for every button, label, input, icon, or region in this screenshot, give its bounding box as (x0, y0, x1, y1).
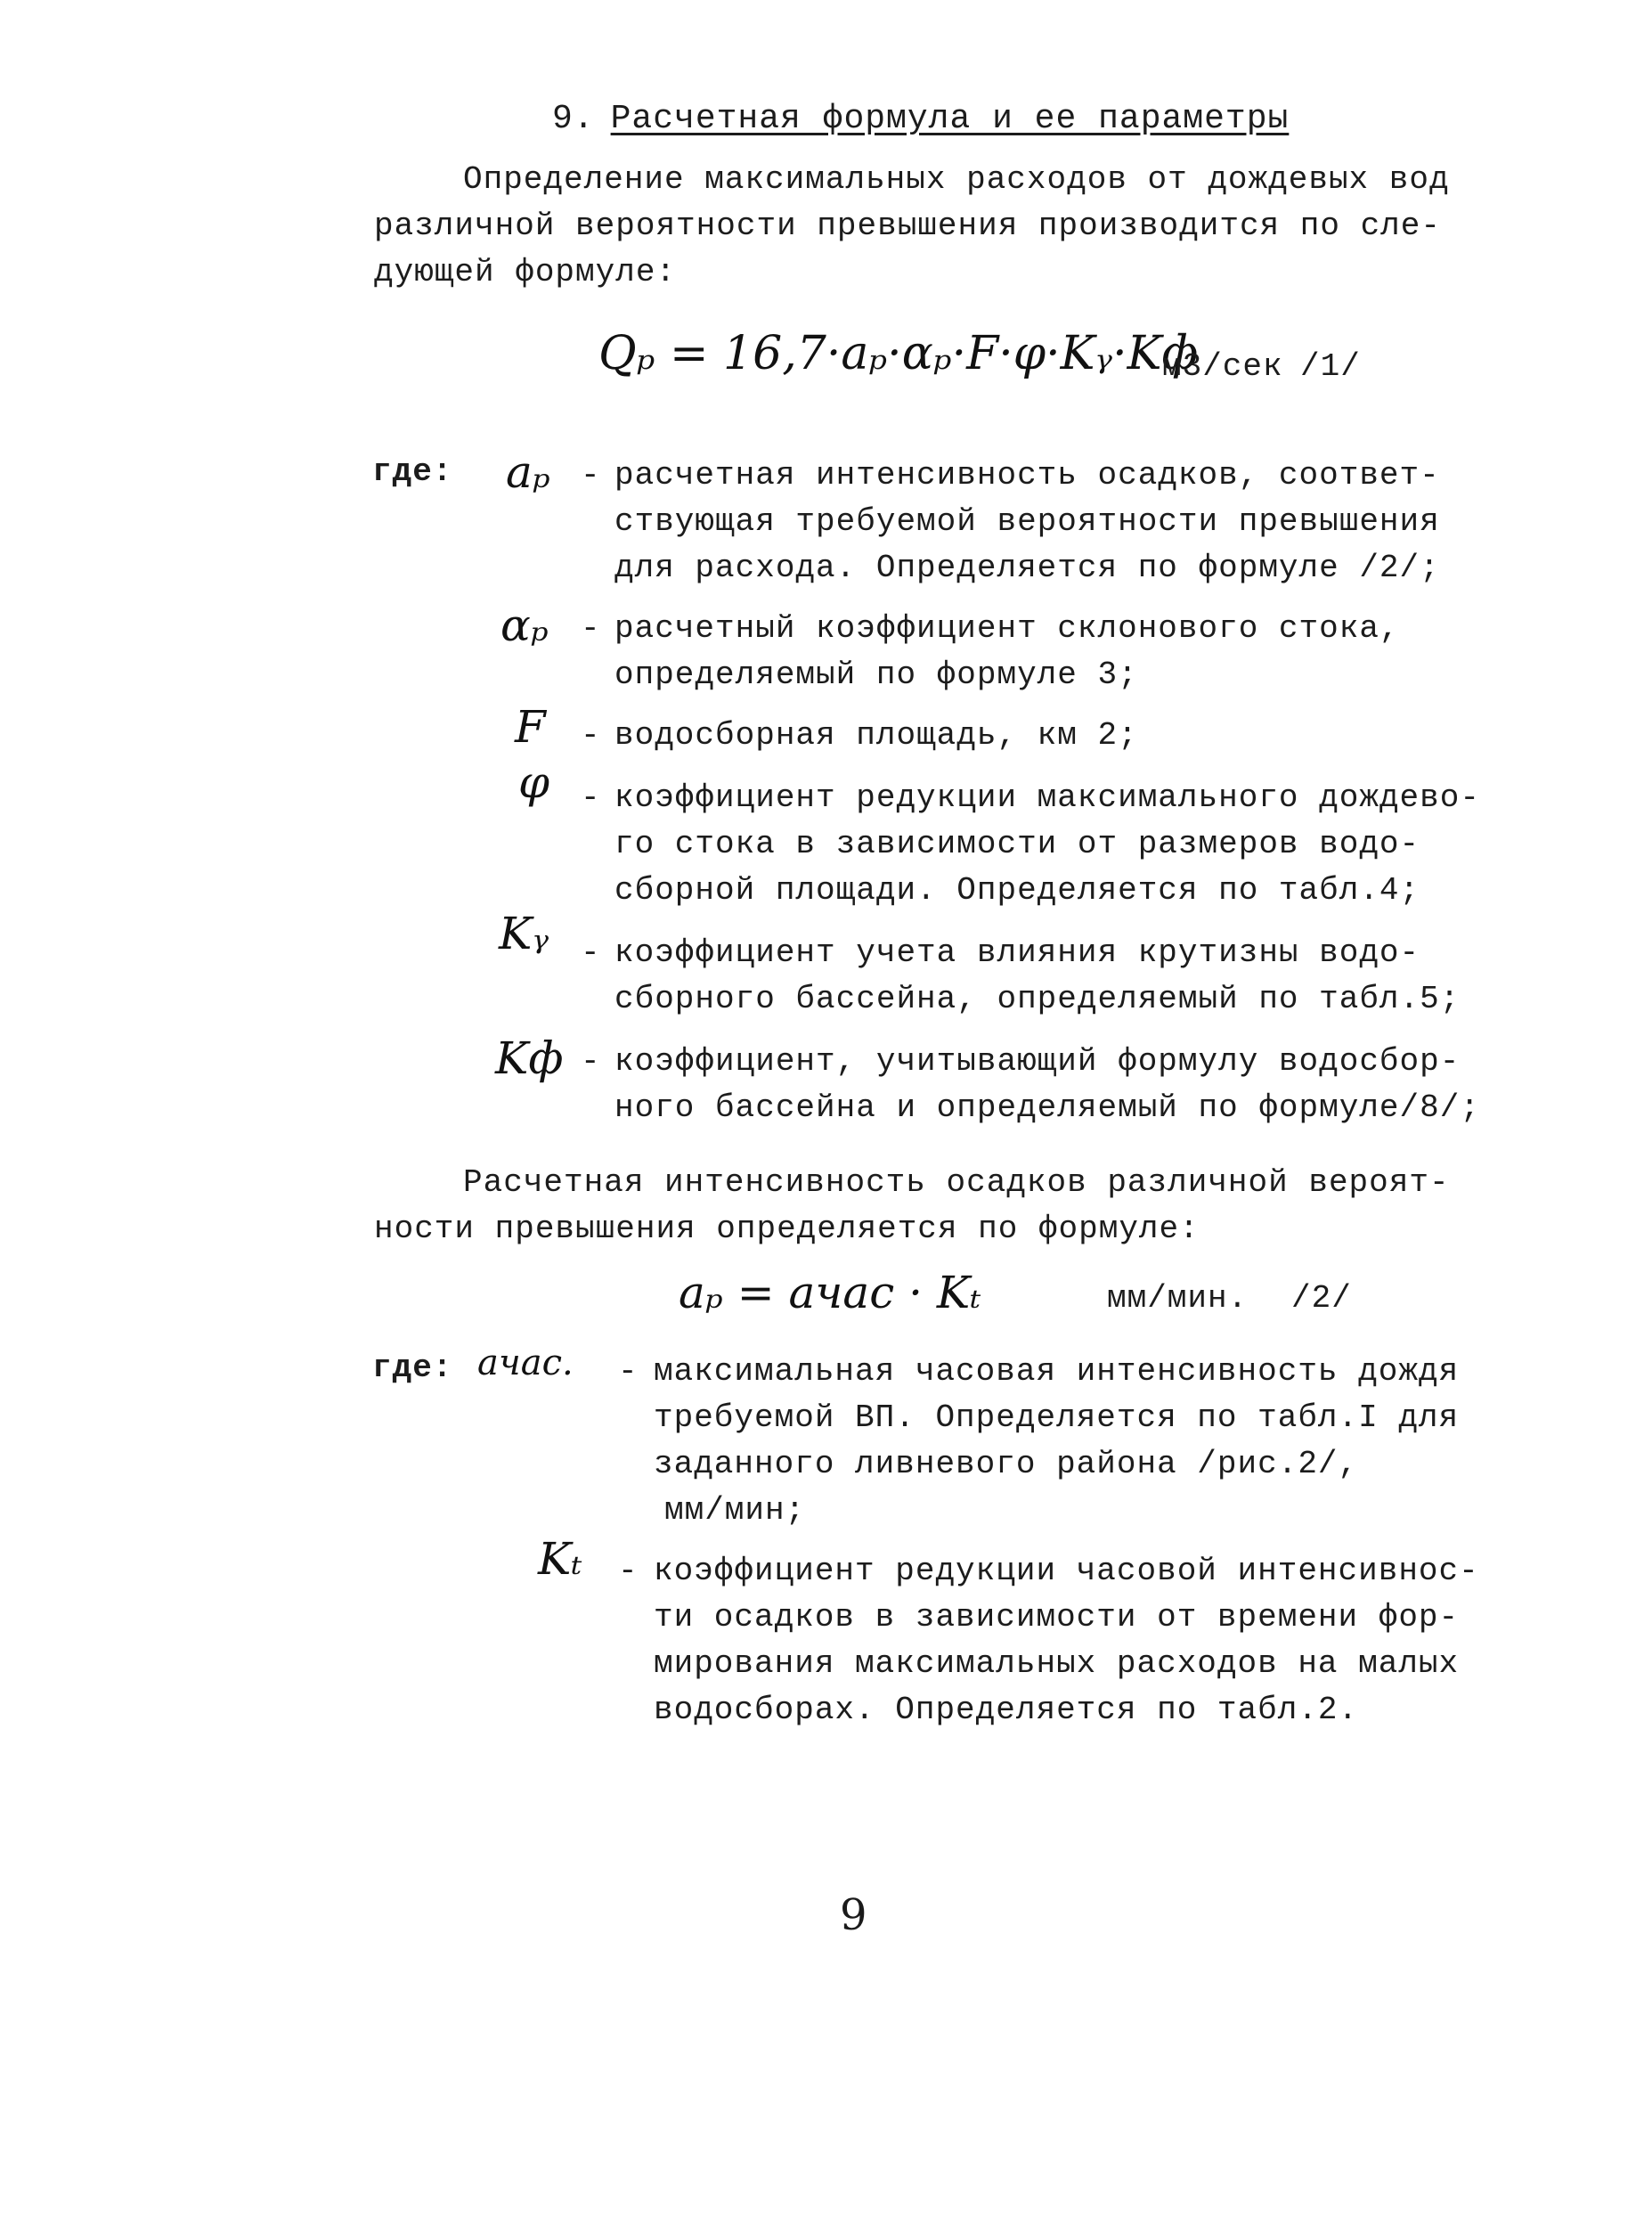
param-description-kt (654, 1548, 1479, 1733)
intro-line: различной вероятности превышения производится по сле- (374, 208, 1441, 244)
intro-line: дующей формуле: (374, 254, 677, 290)
param-description-alpha-p (614, 606, 1400, 698)
param-dash: - (581, 457, 601, 493)
param-symbol-alpha-p: αₚ (500, 600, 549, 651)
desc-line: го стока в зависимости от размеров водо- (614, 826, 1420, 862)
section-number: 9. (552, 100, 595, 138)
desc-line: заданного ливневого района /рис.2/, (654, 1446, 1359, 1482)
desc-line: водосборах. Определяется по табл.2. (654, 1692, 1359, 1728)
section-heading (552, 96, 1289, 143)
para2-line: Расчетная интенсивность осадков различной вероят- (463, 1164, 1450, 1201)
param-dash: - (581, 717, 601, 754)
param-symbol-f: F (515, 701, 546, 753)
desc-line: определяемый по формуле 3; (614, 657, 1138, 693)
formula-1: Qₚ = 16,7·aₚ·αₚ·F·φ·Kᵧ·Kф (598, 327, 1199, 380)
paragraph-2 (374, 1160, 1450, 1252)
param-symbol-achas: aчас. (477, 1342, 574, 1383)
param-description-f (614, 713, 1138, 759)
desc-line: для расхода. Определяется по формуле /2/; (614, 550, 1440, 586)
where-label: где: (372, 453, 453, 490)
param-dash: - (581, 1043, 601, 1080)
desc-line: сборного бассейна, определяемый по табл.5; (614, 981, 1461, 1017)
param-symbol-ap: aₚ (506, 446, 550, 498)
intro-line: Определение максимальных расходов от дождевых вод (463, 161, 1450, 198)
para2-line: ности превышения определяется по формуле: (374, 1211, 1200, 1247)
param-dash: - (581, 779, 601, 816)
where-label-2: где: (372, 1350, 453, 1386)
param-dash: - (581, 610, 601, 647)
formula-2-units: мм/мин. (1107, 1280, 1249, 1317)
desc-line: водосборная площадь, км 2; (614, 717, 1138, 754)
formula-2-number: /2/ (1291, 1280, 1352, 1317)
desc-line: ствующая требуемой вероятности превышения (614, 503, 1440, 540)
formula-1-units: м3/сек (1162, 348, 1283, 385)
param-dash: - (618, 1353, 639, 1390)
desc-line: мирования максимальных расходов на малых (654, 1645, 1460, 1682)
desc-line: сборной площади. Определяется по табл.4; (614, 872, 1420, 909)
desc-line: мм/мин; (664, 1492, 806, 1529)
section-title: Расчетная формула и ее параметры (610, 100, 1290, 138)
param-description-achas (654, 1349, 1459, 1534)
desc-line: коэффициент, учитывающий формулу водосбор- (614, 1043, 1461, 1080)
param-symbol-phi: φ (518, 756, 550, 808)
param-description-kphi (614, 1039, 1480, 1131)
desc-line: расчетная интенсивность осадков, соответ- (614, 457, 1440, 493)
intro-paragraph (374, 157, 1450, 296)
desc-line: коэффициент учета влияния крутизны водо- (614, 934, 1420, 971)
param-symbol-kt: Kₜ (538, 1533, 582, 1585)
param-symbol-kphi: Kф (495, 1032, 564, 1084)
desc-line: ного бассейна и определяемый по формуле/8/; (614, 1089, 1480, 1126)
param-dash: - (618, 1553, 639, 1589)
desc-line: коэффициент редукции максимального дождево- (614, 779, 1480, 816)
param-description-ap (614, 453, 1440, 591)
param-description-ky (614, 930, 1460, 1023)
desc-line: расчетный коэффициент склонового стока, (614, 610, 1400, 647)
desc-line: максимальная часовая интенсивность дождя (654, 1353, 1460, 1390)
param-description-phi (614, 775, 1480, 914)
desc-line: требуемой ВП. Определяется по табл.I для (654, 1399, 1460, 1436)
param-dash: - (581, 934, 601, 971)
desc-line: ти осадков в зависимости от времени фор- (654, 1599, 1460, 1635)
desc-line: коэффициент редукции часовой интенсивнос- (654, 1553, 1479, 1589)
param-symbol-ky: Kᵧ (499, 908, 549, 959)
page-number: 9 (840, 1890, 867, 1940)
formula-1-number: /1/ (1300, 348, 1361, 385)
formula-2: aₚ = aчас · Kₜ (679, 1267, 981, 1318)
